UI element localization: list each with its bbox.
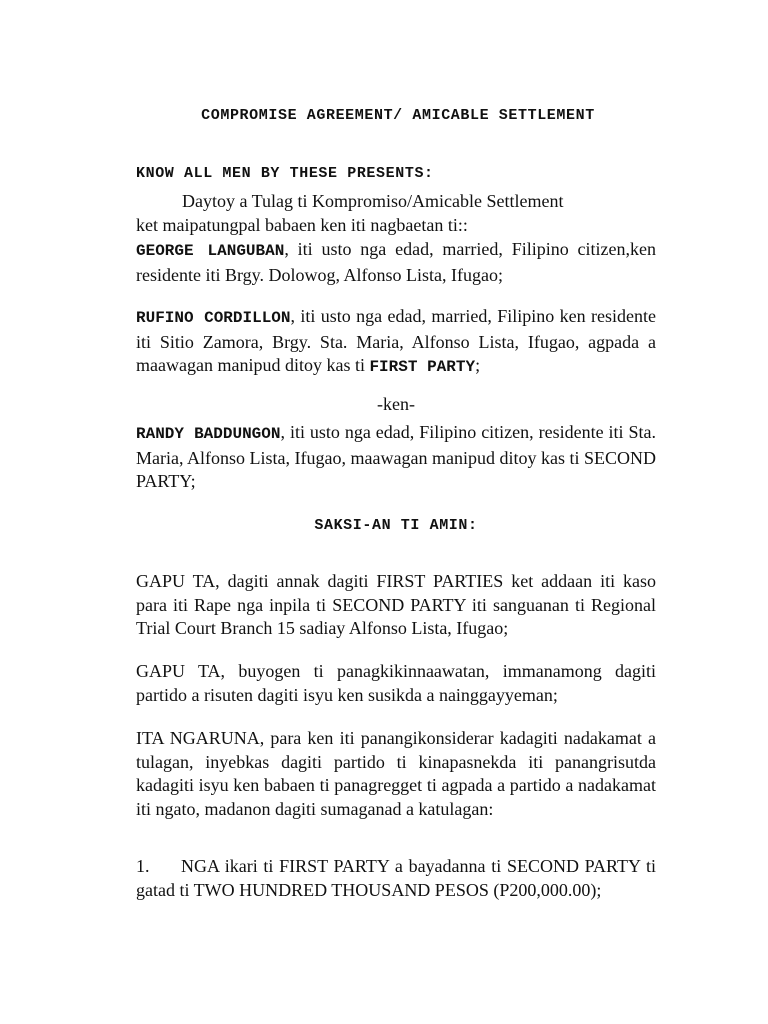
intro-paragraph — [136, 190, 656, 237]
party2-name: RUFINO CORDILLON — [136, 309, 291, 327]
party3-details: , iti usto nga edad, Filipino citizen, residente iti Sta. Maria, Alfonso Lista, Ifugao, maawagan manipud ditoy kas ti SECOND PARTY; — [136, 422, 656, 491]
document-title: COMPROMISE AGREEMENT/ AMICABLE SETTLEMENT — [201, 107, 595, 124]
party3-paragraph — [136, 421, 656, 494]
ken-separator: -ken- — [377, 394, 415, 414]
party1-name: GEORGE LANGUBAN — [136, 242, 285, 260]
party2-details: , iti usto nga edad, married, Filipino ken residente iti Sitio Zamora, Brgy. Sta. Maria, Alfonso Lista, Ifugao, agpada a maawagan manipud ditoy kas ti — [136, 306, 657, 375]
party3-name: RANDY BADDUNGON — [136, 425, 281, 443]
whereas-paragraph-1: GAPU TA, dagiti annak dagiti FIRST PARTIES ket addaan iti kaso para iti Rape nga inpila ti SECOND PARTY iti sanguanan ti Regional Trial Court Branch 15 sadiay Alfonso Lista, Ifugao; — [136, 571, 656, 638]
item1-number: 1. — [136, 856, 150, 876]
first-party-label: FIRST PARTY — [369, 358, 476, 376]
whereas-paragraph-2: GAPU TA, buyogen ti panagkikinnaawatan, immanamong dagiti partido a risuten dagiti isyu ken susikda a nainggayyeman; — [136, 661, 656, 705]
intro-line-2: ket maipatungpal babaen ken iti nagbaetan ti:: — [136, 214, 468, 235]
agreement-item-1 — [136, 855, 656, 902]
party2-paragraph — [136, 305, 656, 380]
know-all-heading: KNOW ALL MEN BY THESE PRESENTS: — [136, 165, 434, 182]
party1-paragraph — [136, 238, 656, 287]
first-party-suffix: ; — [475, 355, 481, 375]
now-therefore-paragraph: ITA NGARUNA, para ken iti panangikonsiderar kadagiti nadakamat a tulagan, inyebkas dagiti partido ti kinapasnekda iti panangrisutda kadagiti isyu ken babaen ti panagregget ti agpada a partido a nadakamat iti ngato, madanon dagiti sumaganad a katulagan: — [136, 728, 656, 819]
witness-heading: SAKSI-AN TI AMIN: — [314, 517, 478, 534]
party1-details: , iti usto nga edad, married, Filipino citizen,ken residente iti Brgy. Dolowog, Alfonso Lista, Ifugao; — [136, 239, 656, 285]
intro-line-1: Daytoy a Tulag ti Kompromiso/Amicable Settlement — [182, 191, 564, 211]
item1-text: NGA ikari ti FIRST PARTY a bayadanna ti SECOND PARTY ti gatad ti TWO HUNDRED THOUSAND PESOS (P200,000.00); — [136, 856, 656, 900]
